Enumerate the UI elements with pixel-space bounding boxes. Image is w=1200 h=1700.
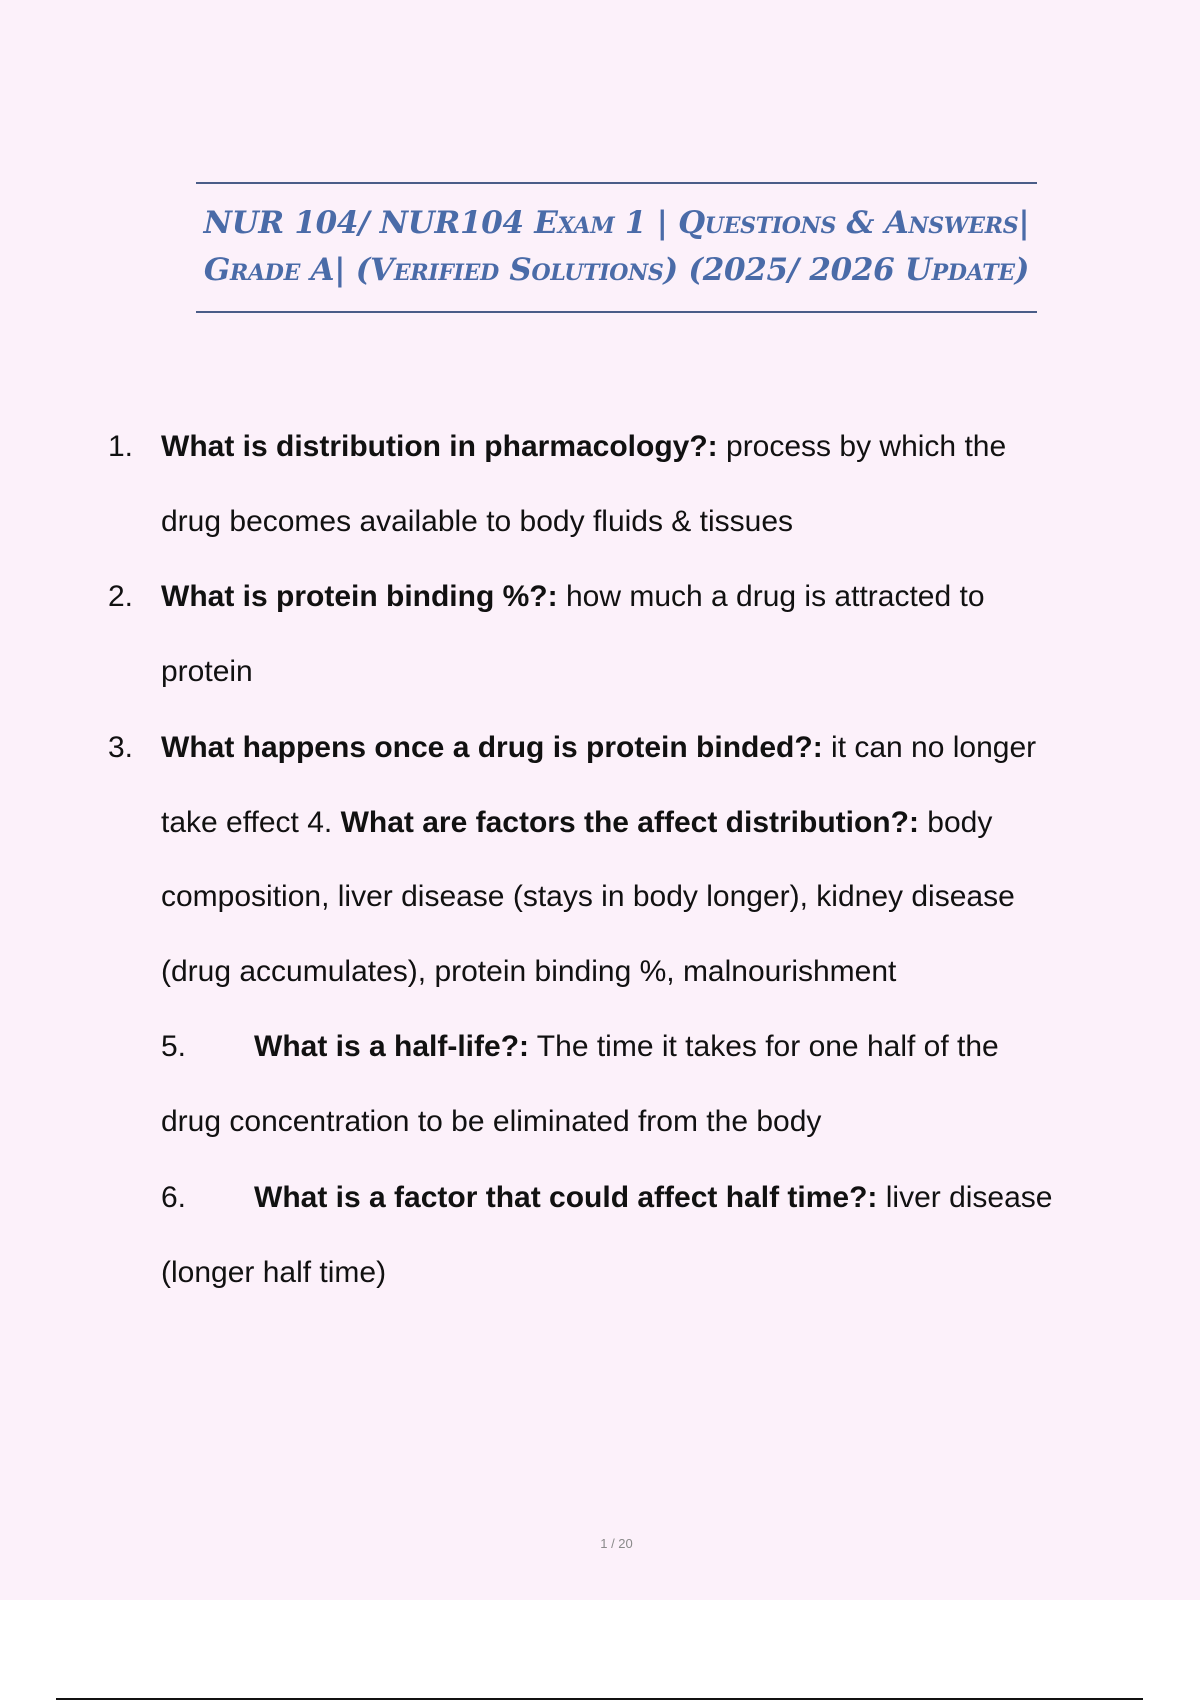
document-title bbox=[160, 200, 1073, 294]
answer-text: The time it takes for one half of the bbox=[529, 1030, 999, 1063]
answer-text: liver disease bbox=[877, 1181, 1053, 1214]
list-item bbox=[161, 580, 985, 614]
list-item bbox=[161, 430, 1006, 464]
list-item bbox=[161, 731, 1036, 765]
title-top-rule bbox=[196, 182, 1037, 184]
answer-continuation: take effect 4. bbox=[161, 806, 341, 839]
answer-continuation: composition, liver disease (stays in body longer), kidney disease bbox=[161, 880, 1015, 913]
answer-text: process by which the bbox=[717, 430, 1007, 463]
list-item bbox=[161, 1181, 1052, 1215]
answer-continuation: (longer half time) bbox=[161, 1256, 387, 1289]
page-number: 1 / 20 bbox=[600, 1536, 633, 1551]
question-text: What is distribution in pharmacology?: bbox=[161, 430, 718, 463]
item-number: 1. bbox=[108, 430, 134, 463]
answer-continuation: (drug accumulates), protein binding %, malnourishment bbox=[161, 955, 897, 988]
item-number: 2. bbox=[108, 580, 134, 613]
answer-text: how much a drug is attracted to bbox=[557, 580, 985, 613]
item-number: 6. bbox=[161, 1181, 187, 1214]
answer-continuation: drug becomes available to body fluids & tissues bbox=[161, 505, 794, 538]
question-text: What are factors the affect distribution?: bbox=[340, 806, 919, 839]
title-bottom-rule bbox=[196, 311, 1037, 313]
answer-text: body bbox=[918, 806, 993, 839]
question-text: What is a factor that could affect half time?: bbox=[254, 1181, 878, 1214]
answer-continuation: drug concentration to be eliminated from the body bbox=[161, 1105, 822, 1138]
item-number: 5. bbox=[161, 1030, 187, 1063]
title-line-2: Grade A| (Verified Solutions) (2025/ 2026 Update) bbox=[203, 252, 1030, 288]
list-item bbox=[161, 1030, 999, 1064]
answer-text: it can no longer bbox=[822, 731, 1037, 764]
question-text: What is a half-life?: bbox=[254, 1030, 530, 1063]
title-line-1: NUR 104/ NUR104 Exam 1 | Questions & Answers| bbox=[203, 205, 1030, 241]
question-text: What happens once a drug is protein binded?: bbox=[161, 731, 823, 764]
question-text: What is protein binding %?: bbox=[161, 580, 558, 613]
list-item bbox=[161, 806, 992, 840]
answer-continuation: protein bbox=[161, 655, 253, 688]
item-number: 3. bbox=[108, 731, 134, 764]
